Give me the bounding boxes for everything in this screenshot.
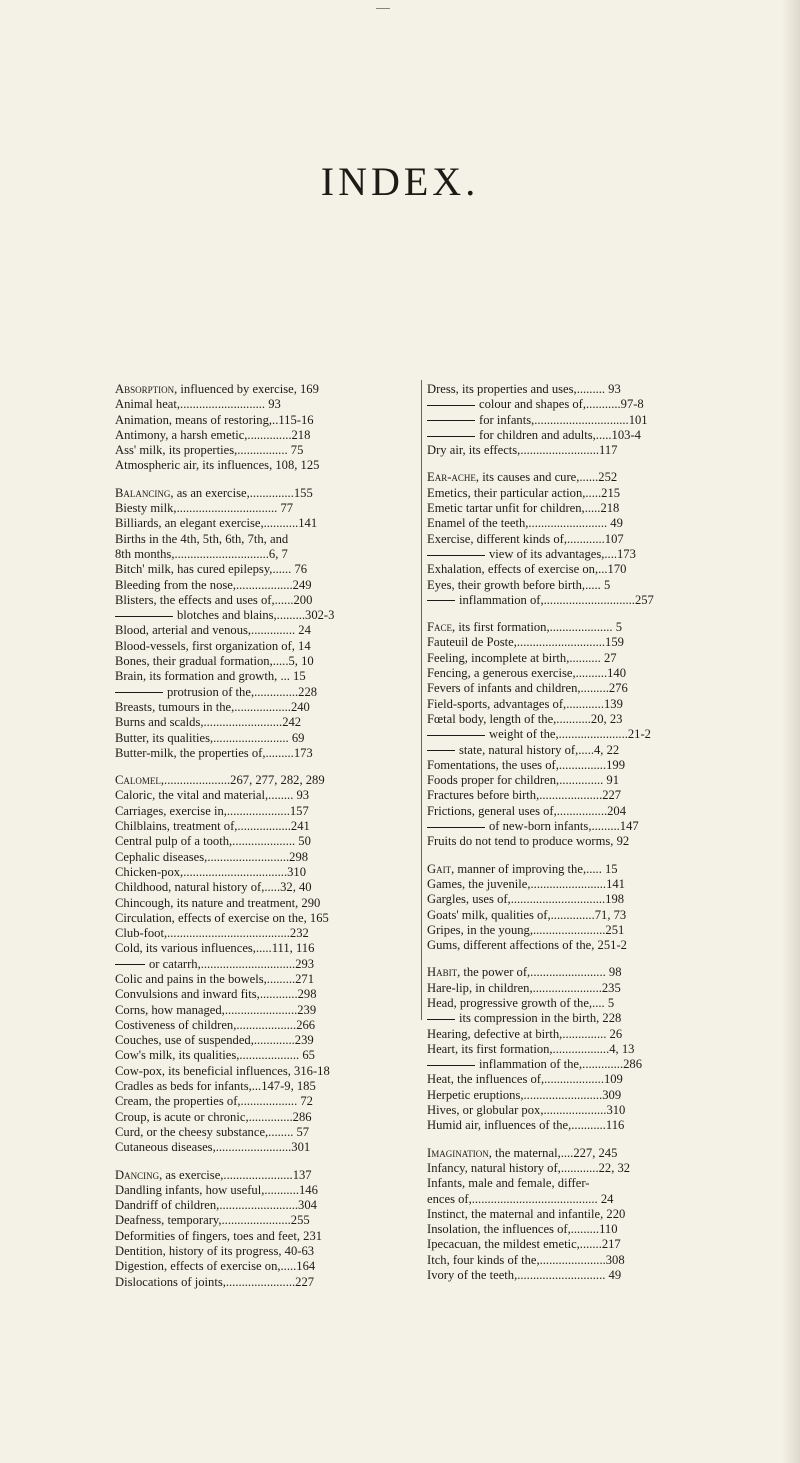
entry-text: Dandriff of children,.........................304 <box>115 1198 317 1213</box>
index-entry <box>427 1072 727 1087</box>
entry-text: Field-sports, advantages of,............139 <box>427 696 623 711</box>
entry-text: Hives, or globular pox,....................310 <box>427 1103 626 1118</box>
entry-text: Head, progressive growth of the,.... 5 <box>427 995 615 1010</box>
entry-head: Imagination <box>427 1145 489 1160</box>
index-section <box>115 1168 415 1290</box>
index-entry <box>115 428 415 443</box>
entry-head: Balancing <box>115 485 171 500</box>
index-entry <box>115 1003 415 1018</box>
index-entry <box>115 972 415 987</box>
entry-text: Caloric, the vital and material,........ 93 <box>115 788 310 803</box>
entry-text: Cow's milk, its qualities,................... 65 <box>115 1048 315 1063</box>
index-column-right <box>427 382 727 1295</box>
entry-text: , as exercise,......................137 <box>159 1167 312 1182</box>
index-section <box>427 382 727 458</box>
entry-text: of new-born infants,.........147 <box>489 819 639 834</box>
entry-text: Gripes, in the young,.......................251 <box>427 922 625 937</box>
entry-text: , its causes and cure,......252 <box>475 470 618 485</box>
index-entry <box>115 413 415 428</box>
index-entry <box>427 516 727 531</box>
index-entry <box>427 397 727 412</box>
ditto-dash <box>427 735 485 736</box>
index-entry <box>427 923 727 938</box>
entry-text: Animation, means of restoring,..115-16 <box>115 412 314 427</box>
index-entry <box>115 773 415 788</box>
index-entry <box>115 1229 415 1244</box>
index-entry <box>427 470 727 485</box>
entry-text: Breasts, tumours in the,..................240 <box>115 699 310 714</box>
index-entry <box>427 547 727 562</box>
entry-text: Antimony, a harsh emetic,..............218 <box>115 427 311 442</box>
entry-text: for infants,..............................101 <box>479 412 648 427</box>
entry-text: Dry air, its effects,.........................117 <box>427 443 618 458</box>
entry-text: Digestion, effects of exercise on,.....164 <box>115 1259 316 1274</box>
entry-head: Gait <box>427 861 452 876</box>
entry-text: Fauteuil de Poste,............................159 <box>427 635 624 650</box>
entry-text: Births in the 4th, 5th, 6th, 7th, and <box>115 531 289 546</box>
entry-text: Bitch' milk, has cured epilepsy,...... 76 <box>115 562 308 577</box>
entry-text: Burns and scalds,.........................242 <box>115 715 302 730</box>
column-divider <box>421 380 422 1020</box>
index-entry <box>427 428 727 443</box>
index-entry <box>115 382 415 397</box>
entry-text: Infancy, natural history of,............22, 32 <box>427 1160 631 1175</box>
entry-text: Biesty milk,................................ 77 <box>115 501 294 516</box>
entry-head: Face <box>427 620 453 635</box>
index-entry <box>115 501 415 516</box>
index-entry <box>427 981 727 996</box>
index-entry <box>115 1064 415 1079</box>
entry-text: Dentition, history of its progress, 40-63 <box>115 1244 315 1259</box>
entry-text: Emetic tartar unfit for children,.....218 <box>427 501 620 516</box>
entry-text: Chincough, its nature and treatment, 290 <box>115 895 321 910</box>
entry-text: Animal heat,........................... 93 <box>115 397 281 412</box>
entry-text: state, natural history of,.....4, 22 <box>459 742 620 757</box>
entry-text: Fruits do not tend to produce worms, 92 <box>427 834 630 849</box>
entry-text: Gargles, uses of,..............................198 <box>427 892 625 907</box>
index-entry <box>115 804 415 819</box>
index-entry <box>115 880 415 895</box>
index-entry <box>115 593 415 608</box>
index-section <box>427 965 727 1133</box>
index-entry <box>427 532 727 547</box>
index-entry <box>115 987 415 1002</box>
entry-text: Brain, its formation and growth, ... 15 <box>115 669 306 684</box>
index-entry <box>427 1253 727 1268</box>
entry-text: Cream, the properties of,.................. 72 <box>115 1094 313 1109</box>
entry-text: Blood-vessels, first organization of, 14 <box>115 638 311 653</box>
index-entry <box>115 911 415 926</box>
entry-text: Childhood, natural history of,.....32, 40 <box>115 880 312 895</box>
index-entry <box>115 1110 415 1125</box>
index-entry <box>427 727 727 742</box>
ditto-dash <box>427 405 475 406</box>
index-entry <box>115 1033 415 1048</box>
entry-text: Cutaneous diseases,........................301 <box>115 1140 311 1155</box>
index-entry <box>115 608 415 623</box>
entry-text: Hearing, defective at birth,.............. 26 <box>427 1026 623 1041</box>
index-section <box>115 773 415 1155</box>
entry-text: Enamel of the teeth,......................... 49 <box>427 516 623 531</box>
index-entry <box>427 1237 727 1252</box>
entry-text: Club-foot,.......................................232 <box>115 926 309 941</box>
ditto-dash <box>115 964 145 965</box>
entry-text: Blood, arterial and venous,.............. 24 <box>115 623 311 638</box>
ditto-dash <box>427 436 475 437</box>
entry-text: Butter-milk, the properties of,.........173 <box>115 745 313 760</box>
entry-text: Colic and pains in the bowels,.........271 <box>115 971 315 986</box>
entry-text: Ivory of the teeth,............................ 49 <box>427 1268 622 1283</box>
index-entry <box>427 443 727 458</box>
entry-continuation: ences of,........................................ 24 <box>427 1191 614 1206</box>
ditto-dash <box>115 692 163 693</box>
entry-text: Infants, male and female, differ- <box>427 1176 590 1191</box>
index-entry <box>115 639 415 654</box>
index-entry <box>115 578 415 593</box>
entry-text: for children and adults,.....103-4 <box>479 427 641 442</box>
index-entry <box>115 731 415 746</box>
index-entry <box>427 996 727 1011</box>
index-entry <box>115 715 415 730</box>
index-section <box>115 486 415 761</box>
index-column-left <box>115 382 415 1302</box>
index-entry <box>427 773 727 788</box>
index-entry <box>115 1244 415 1259</box>
index-entry <box>115 562 415 577</box>
index-entry <box>427 938 727 953</box>
entry-text: Fœtal body, length of the,...........20, 23 <box>427 711 623 726</box>
entry-text: view of its advantages,....173 <box>489 546 636 561</box>
entry-text: Fomentations, the uses of,...............199 <box>427 757 625 772</box>
entry-text: Bleeding from the nose,..................249 <box>115 577 312 592</box>
entry-head: Habit <box>427 965 458 980</box>
index-entry <box>115 623 415 638</box>
index-entry <box>427 1088 727 1103</box>
index-entry <box>427 804 727 819</box>
index-entry <box>427 1268 727 1283</box>
entry-text: Deformities of fingers, toes and feet, 231 <box>115 1228 323 1243</box>
entry-text: or catarrh,..............................293 <box>149 956 315 971</box>
index-section <box>427 470 727 608</box>
index-entry <box>115 1168 415 1183</box>
entry-text: Chicken-pox,.................................310 <box>115 864 306 879</box>
index-entry <box>427 862 727 877</box>
entry-head: Dancing <box>115 1167 160 1182</box>
entry-text: Fevers of infants and children,.........276 <box>427 681 628 696</box>
index-entry <box>427 1161 727 1176</box>
index-entry <box>115 819 415 834</box>
index-entry <box>427 965 727 980</box>
index-entry <box>427 486 727 501</box>
entry-text: colour and shapes of,...........97-8 <box>479 397 644 412</box>
entry-text: Humid air, influences of the,...........116 <box>427 1118 625 1133</box>
entry-text: Heat, the influences of,...................109 <box>427 1072 623 1087</box>
entry-text: Exercise, different kinds of,............107 <box>427 531 624 546</box>
index-entry <box>115 516 415 531</box>
index-entry <box>115 443 415 458</box>
index-entry <box>427 1027 727 1042</box>
page-mark <box>376 8 390 9</box>
index-section <box>427 862 727 954</box>
entry-text: , influenced by exercise, 169 <box>174 382 319 396</box>
index-entry <box>427 712 727 727</box>
entry-text: Ass' milk, its properties,................ 75 <box>115 443 304 458</box>
ditto-dash <box>427 1019 455 1020</box>
entry-text: inflammation of the,.............286 <box>479 1057 642 1072</box>
index-entry <box>115 834 415 849</box>
index-entry <box>115 654 415 669</box>
index-section <box>427 1146 727 1284</box>
index-entry <box>427 1103 727 1118</box>
entry-text: Itch, four kinds of the,.....................308 <box>427 1252 625 1267</box>
index-entry <box>427 1118 727 1133</box>
index-entry <box>427 413 727 428</box>
entry-text: Curd, or the cheesy substance,........ 57 <box>115 1124 310 1139</box>
index-entry <box>427 593 727 608</box>
entry-text: , manner of improving the,..... 15 <box>451 861 618 876</box>
index-entry <box>115 486 415 501</box>
entry-text: weight of the,......................21-2 <box>489 727 651 742</box>
index-entry <box>427 681 727 696</box>
index-entry <box>427 892 727 907</box>
entry-text: Circulation, effects of exercise on the, 165 <box>115 910 329 925</box>
entry-text: , the maternal,....227, 245 <box>488 1145 618 1160</box>
index-entry <box>115 1259 415 1274</box>
entry-text: Cold, its various influences,.....111, 116 <box>115 941 315 956</box>
index-entry <box>427 1057 727 1072</box>
index-entry <box>427 1042 727 1057</box>
entry-text: its compression in the birth, 228 <box>459 1011 622 1026</box>
entry-text: Convulsions and inward fits,............298 <box>115 987 317 1002</box>
entry-text: Frictions, general uses of,................204 <box>427 803 627 818</box>
index-section <box>427 620 727 849</box>
index-entry <box>115 850 415 865</box>
entry-text: Corns, how managed,.......................239 <box>115 1002 317 1017</box>
index-entry <box>115 532 415 563</box>
entry-text: protrusion of the,..............228 <box>167 684 318 699</box>
entry-text: Deafness, temporary,......................255 <box>115 1213 310 1228</box>
index-entry <box>427 382 727 397</box>
entry-text: Games, the juvenile,........................141 <box>427 876 625 891</box>
entry-text: Exhalation, effects of exercise on,...170 <box>427 562 627 577</box>
index-entry <box>115 1183 415 1198</box>
index-entry <box>427 758 727 773</box>
index-entry <box>115 397 415 412</box>
entry-text: Bones, their gradual formation,.....5, 10 <box>115 654 314 669</box>
entry-text: Feeling, incomplete at birth,.......... 27 <box>427 650 617 665</box>
ditto-dash <box>427 827 485 828</box>
index-entry <box>427 697 727 712</box>
entry-text: Dislocations of joints,......................227 <box>115 1274 315 1289</box>
entry-text: Fractures before birth,....................227 <box>427 788 622 803</box>
index-entry <box>115 669 415 684</box>
entry-text: Ipecacuan, the mildest emetic,.......217 <box>427 1237 621 1252</box>
entry-text: blotches and blains,.........302-3 <box>177 608 335 623</box>
entry-text: , as an exercise,..............155 <box>170 485 313 500</box>
index-entry <box>115 1125 415 1140</box>
entry-text: inflammation of,.............................257 <box>459 592 654 607</box>
entry-text: Dandling infants, how useful,...........146 <box>115 1182 318 1197</box>
index-entry <box>427 666 727 681</box>
entry-text: Cow-pox, its beneficial influences, 316-18 <box>115 1063 330 1078</box>
entry-text: Goats' milk, qualities of,..............71, 73 <box>427 907 627 922</box>
index-entry <box>427 1146 727 1161</box>
index-entry <box>427 1222 727 1237</box>
index-entry <box>115 1048 415 1063</box>
entry-text: Couches, use of suspended,.............239 <box>115 1033 314 1048</box>
entry-head: Absorption <box>115 382 175 396</box>
entry-text: Herpetic eruptions,.........................309 <box>427 1087 622 1102</box>
index-entry <box>427 877 727 892</box>
index-entry <box>115 788 415 803</box>
entry-text: , its first formation,.................... 5 <box>452 620 623 635</box>
index-entry <box>427 834 727 849</box>
entry-text: Gums, different affections of the, 251-2 <box>427 938 627 953</box>
index-entry <box>115 926 415 941</box>
index-entry <box>115 746 415 761</box>
index-entry <box>115 896 415 911</box>
entry-text: Atmospheric air, its influences, 108, 125 <box>115 458 320 473</box>
index-entry <box>427 578 727 593</box>
index-entry <box>427 1176 727 1207</box>
entry-text: Carriages, exercise in,....................157 <box>115 803 309 818</box>
ditto-dash <box>427 1065 475 1066</box>
index-entry <box>115 865 415 880</box>
ditto-dash <box>427 555 485 556</box>
entry-text: Eyes, their growth before birth,..... 5 <box>427 577 611 592</box>
entry-text: Emetics, their particular action,.....215 <box>427 485 621 500</box>
index-entry <box>115 1079 415 1094</box>
ditto-dash <box>427 750 455 751</box>
ditto-dash <box>427 420 475 421</box>
entry-text: Billiards, an elegant exercise,...........141 <box>115 516 318 531</box>
entry-text: , the power of,........................ 98 <box>457 965 622 980</box>
entry-text: Croup, is acute or chronic,..............286 <box>115 1109 312 1124</box>
index-entry <box>427 743 727 758</box>
entry-text: Instinct, the maternal and infantile, 220 <box>427 1206 626 1221</box>
ditto-dash <box>115 616 173 617</box>
ditto-dash <box>427 600 455 601</box>
index-entry <box>115 1094 415 1109</box>
entry-text: Fencing, a generous exercise,..........140 <box>427 666 626 681</box>
index-section <box>115 382 415 474</box>
index-entry <box>427 651 727 666</box>
index-entry <box>427 908 727 923</box>
entry-text: Dress, its properties and uses,......... 93 <box>427 382 621 396</box>
index-entry <box>427 1011 727 1026</box>
index-entry <box>115 1140 415 1155</box>
index-entry <box>115 700 415 715</box>
entry-text: Cephalic diseases,..........................298 <box>115 849 309 864</box>
entry-text: Chilblains, treatment of,.................241 <box>115 819 310 834</box>
index-entry <box>427 1207 727 1222</box>
index-entry <box>427 501 727 516</box>
page-title: INDEX. <box>320 159 480 204</box>
entry-continuation: 8th months,..............................6, 7 <box>115 546 288 561</box>
entry-text: Costiveness of children,...................266 <box>115 1017 316 1032</box>
index-entry <box>115 458 415 473</box>
entry-text: Butter, its qualities,........................ 69 <box>115 730 305 745</box>
index-entry <box>115 1275 415 1290</box>
entry-text: Hare-lip, in children,......................235 <box>427 980 621 995</box>
entry-head: Calomel <box>115 773 161 788</box>
entry-head: Ear-ache <box>427 470 476 485</box>
entry-text: Blisters, the effects and uses of,......200 <box>115 592 313 607</box>
index-entry <box>427 819 727 834</box>
index-entry <box>115 1018 415 1033</box>
entry-text: Central pulp of a tooth,.................... 50 <box>115 834 311 849</box>
index-entry <box>427 562 727 577</box>
index-entry <box>115 685 415 700</box>
index-entry <box>115 957 415 972</box>
index-entry <box>115 1213 415 1228</box>
entry-text: ,.....................267, 277, 282, 289 <box>160 773 325 788</box>
entry-text: Cradles as beds for infants,...147-9, 185 <box>115 1079 316 1094</box>
page-edge-shadow <box>782 0 800 1463</box>
entry-text: Insolation, the influences of,.........110 <box>427 1222 618 1237</box>
index-entry <box>427 788 727 803</box>
entry-text: Foods proper for children,.............. 91 <box>427 773 620 788</box>
index-entry <box>427 635 727 650</box>
index-entry <box>115 1198 415 1213</box>
index-entry <box>115 941 415 956</box>
entry-text: Heart, its first formation,..................4, 13 <box>427 1041 635 1056</box>
index-entry <box>427 620 727 635</box>
